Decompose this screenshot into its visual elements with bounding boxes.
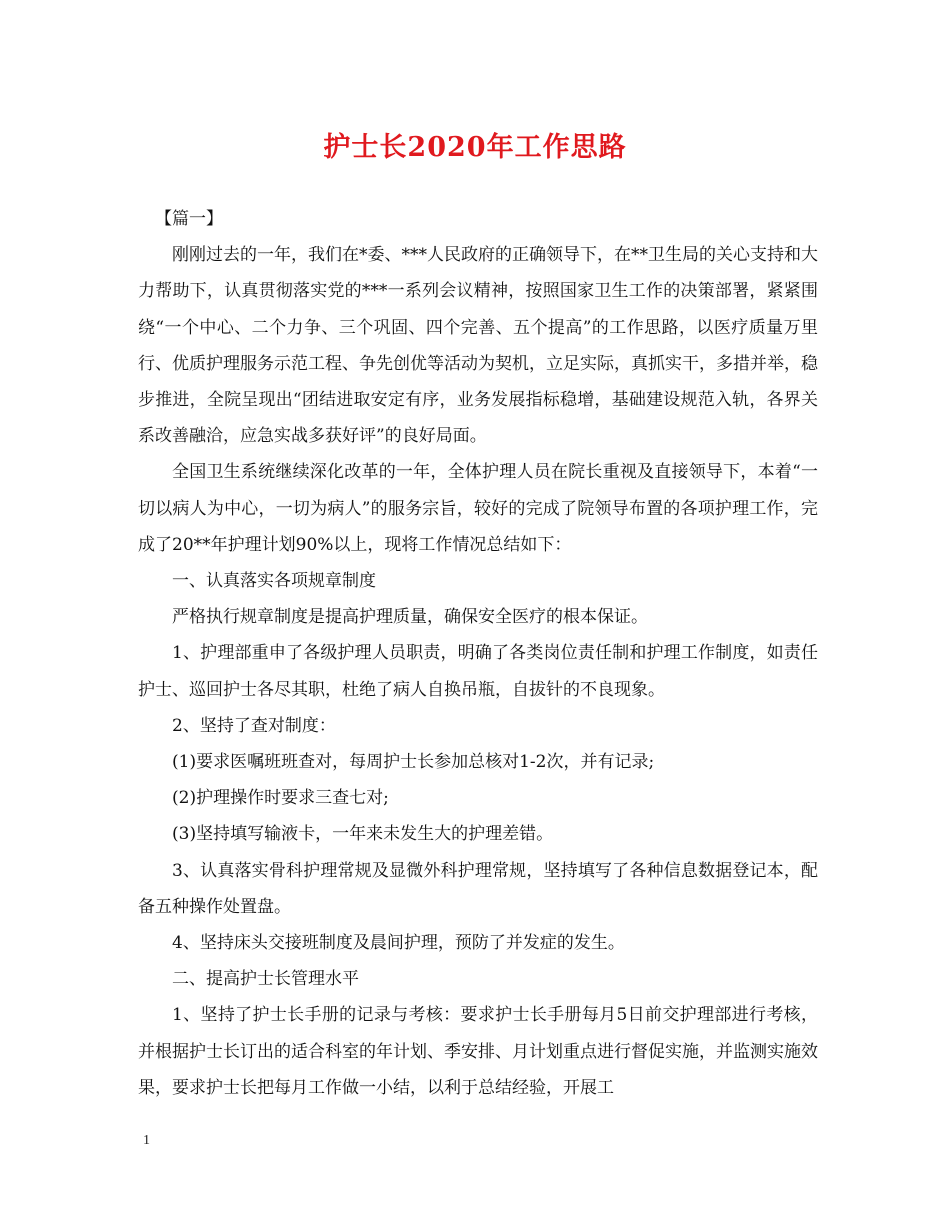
sub-list-item: (3)坚持填写输液卡，一年来未发生大的护理差错。 — [172, 824, 554, 845]
section-heading: 一、认真落实各项规章制度 — [172, 571, 376, 592]
paragraph: 刚刚过去的一年，我们在*委、***人民政府的正确领导下，在**卫生局的关心支持和大力帮助下，认真贯彻落实党的***一系列会议精神，按照国家卫生工作的决策部署，紧紧围绕“一个中心、二个力争、三个巩固、四个完善、五个提高”的工作思路，以医疗质量万里行、优质护理服务示范工程、争先创优等活动为契机，立足实际，真抓实干，多措并举，稳步推进，全院呈现出“团结进取安定有序，业务发展指标稳增，基础建设规范入轨，各界关系改善融洽，应急实战多获好评”的良好局面。 — [138, 245, 818, 447]
section-heading-part-one: 【篇一】 — [155, 209, 223, 229]
list-item: 3、认真落实骨科护理常规及显微外科护理常规，坚持填写了各种信息数据登记本，配备五种操作处置盘。 — [138, 860, 818, 917]
document-body — [138, 201, 818, 1106]
list-item: 1、坚持了护士长手册的记录与考核：要求护士长手册每月5日前交护理部进行考核，并根据护士长订出的适合科室的年计划、季安排、月计划重点进行督促实施，并监测实施效果，要求护士长把每月工作做一小结，以利于总结经验，开展工 — [138, 1005, 818, 1098]
sub-list-item: (1)要求医嘱班班查对，每周护士长参加总核对1-2次，并有记录; — [172, 752, 655, 773]
document-title: 护士长2020年工作思路 — [323, 132, 627, 163]
list-item: 4、坚持床头交接班制度及晨间护理，预防了并发症的发生。 — [172, 933, 625, 954]
list-item: 1、护理部重申了各级护理人员职责，明确了各类岗位责任制和护理工作制度，如责任护士、巡回护士各尽其职，杜绝了病人自换吊瓶，自拔针的不良现象。 — [138, 643, 818, 700]
sub-list-item: (2)护理操作时要求三查七对; — [172, 788, 389, 809]
paragraph: 全国卫生系统继续深化改革的一年，全体护理人员在院长重视及直接领导下，本着“一切以病人为中心，一切为病人”的服务宗旨，较好的完成了院领导布置的各项护理工作，完成了20**年护理计划90%以上，现将工作情况总结如下： — [138, 462, 818, 555]
section-heading: 二、提高护士长管理水平 — [172, 969, 359, 990]
page-number: 1 — [143, 1133, 150, 1148]
list-item: 2、坚持了查对制度： — [172, 715, 336, 736]
paragraph: 严格执行规章制度是提高护理质量，确保安全医疗的根本保证。 — [172, 607, 648, 628]
